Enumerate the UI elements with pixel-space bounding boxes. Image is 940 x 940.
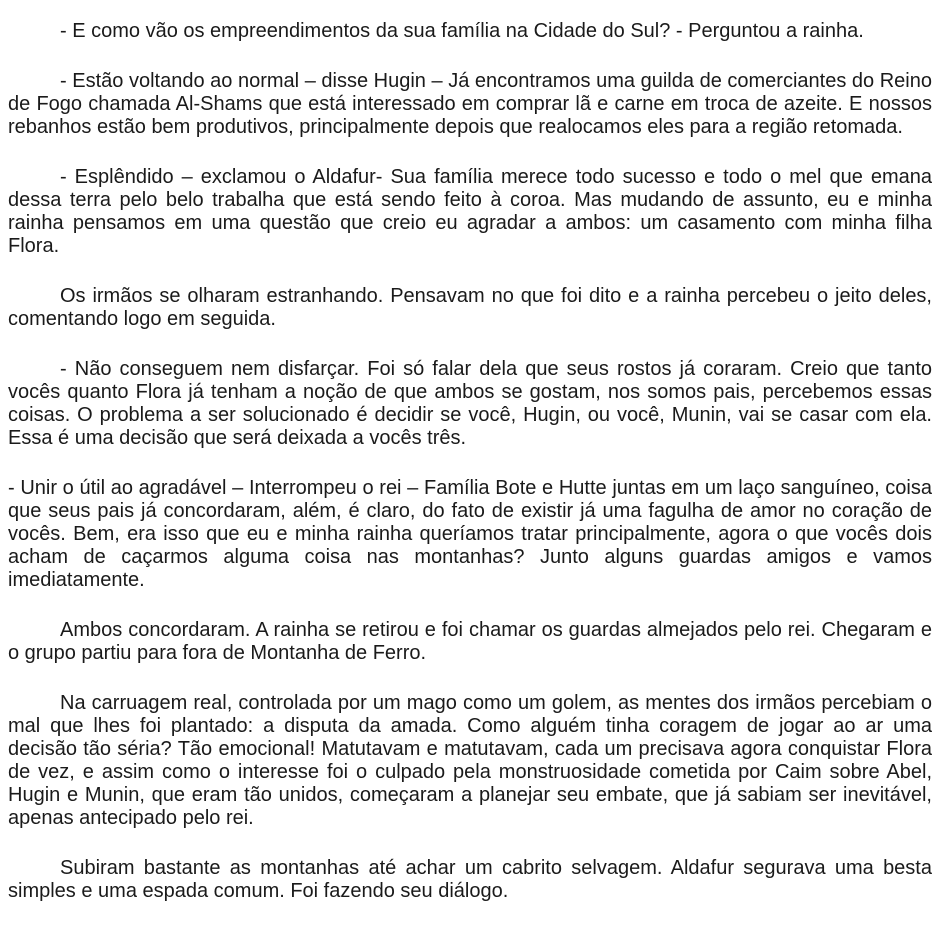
paragraph-8: Na carruagem real, controlada por um mago como um golem, as mentes dos irmãos percebiam o mal que lhes foi plantado: a disputa da amada. Como alguém tinha coragem de jogar ao ar uma decisão tão séria? Tão emocional! Matutavam e matutavam, cada um precisava agora conquistar Flora de vez, e assim como o interesse foi o culpado pela monstruosidade cometida por Caim sobre Abel, Hugin e Munin, que eram tão unidos, começaram a planejar seu embate, que já sabiam ser inevitável, apenas antecipado pelo rei. xyxy=(8,692,932,829)
paragraph-6: - Unir o útil ao agradável – Interrompeu o rei – Família Bote e Hutte juntas em um laço sanguíneo, coisa que seus pais já concordaram, além, é claro, do fato de existir já uma fagulha de amor no coração de vocês. Bem, era isso que eu e minha rainha queríamos tratar principalmente, agora o que vocês dois acham de caçarmos alguma coisa nas montanhas? Junto alguns guardas amigos e vamos imediatamente. xyxy=(8,477,932,591)
paragraph-7: Ambos concordaram. A rainha se retirou e foi chamar os guardas almejados pelo rei. Chegaram e o grupo partiu para fora de Montanha de Ferro. xyxy=(8,619,932,664)
paragraph-3: - Esplêndido – exclamou o Aldafur- Sua família merece todo sucesso e todo o mel que emana dessa terra pelo belo trabalha que está sendo feito à coroa. Mas mudando de assunto, eu e minha rainha pensamos em uma questão que creio eu agradar a ambos: um casamento com minha filha Flora. xyxy=(8,166,932,257)
paragraph-2: - Estão voltando ao normal – disse Hugin – Já encontramos uma guilda de comerciantes do Reino de Fogo chamada Al-Shams que está interessado em comprar lã e carne em troca de azeite. E nossos rebanhos estão bem produtivos, principalmente depois que realocamos eles para a região retomada. xyxy=(8,70,932,138)
paragraph-5: - Não conseguem nem disfarçar. Foi só falar dela que seus rostos já coraram. Creio que tanto vocês quanto Flora já tenham a noção de que ambos se gostam, nos somos pais, percebemos essas coisas. O problema a ser solucionado é decidir se você, Hugin, ou você, Munin, vai se casar com ela. Essa é uma decisão que será deixada a vocês três. xyxy=(8,358,932,449)
paragraph-4: Os irmãos se olharam estranhando. Pensavam no que foi dito e a rainha percebeu o jeito deles, comentando logo em seguida. xyxy=(8,285,932,330)
paragraph-9: Subiram bastante as montanhas até achar um cabrito selvagem. Aldafur segurava uma besta simples e uma espada comum. Foi fazendo seu diálogo. xyxy=(8,857,932,902)
paragraph-1: - E como vão os empreendimentos da sua família na Cidade do Sul? - Perguntou a rainha. xyxy=(60,20,864,42)
